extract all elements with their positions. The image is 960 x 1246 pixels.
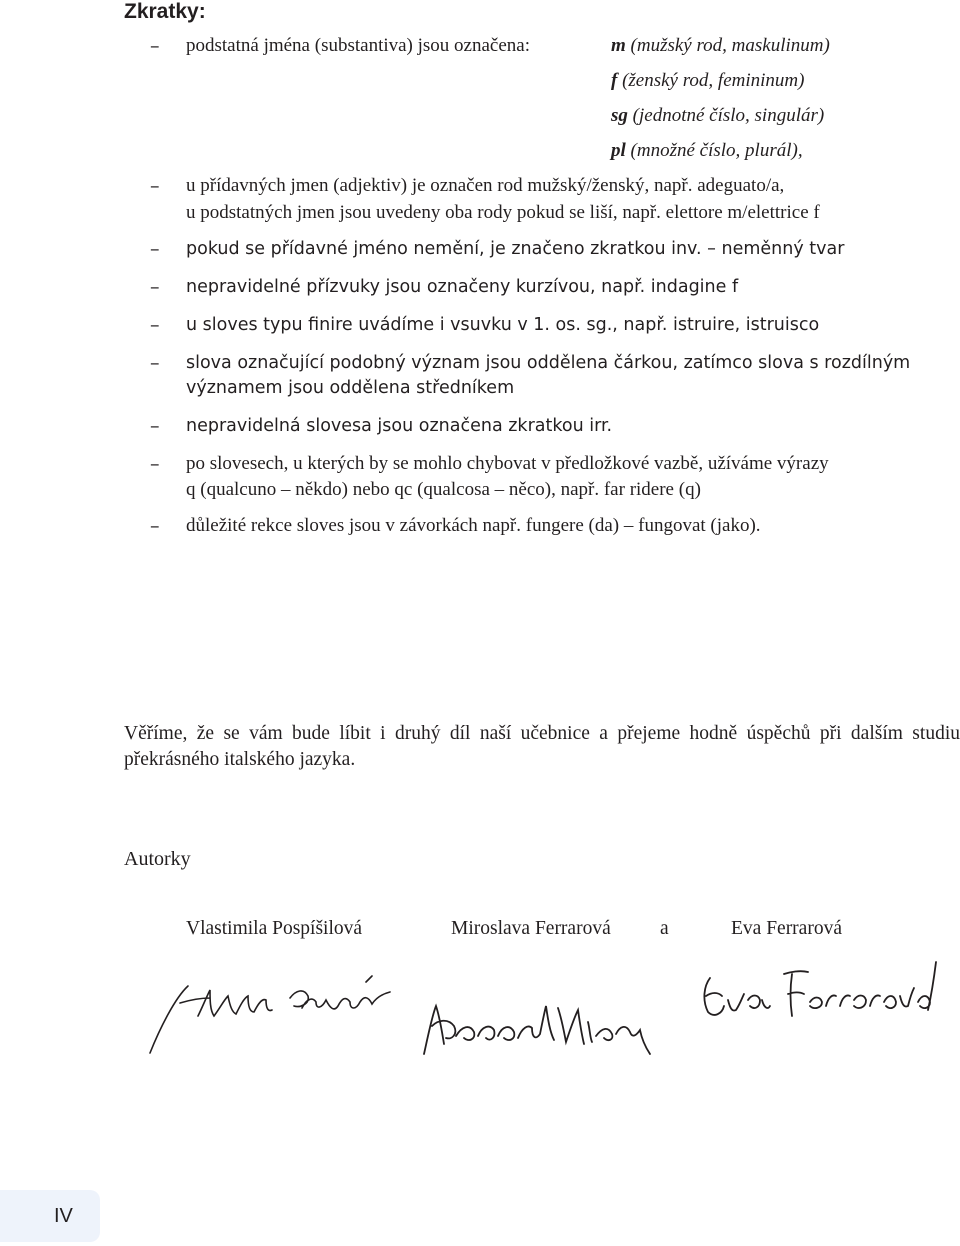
list-dash: –	[150, 238, 160, 260]
page-number-tab	[0, 1190, 100, 1242]
author-name: Eva Ferrarová	[731, 918, 842, 939]
list-dash: –	[150, 276, 160, 298]
list-item: důležité rekce sloves jsou v závorkách např. fungere (da) – fungovat (jako).	[186, 515, 761, 536]
list-item: pokud se přídavné jméno nemění, je značeno zkratkou inv. – neměnný tvar	[186, 239, 845, 259]
page-number: IV	[54, 1205, 73, 1227]
list-dash: –	[150, 35, 160, 57]
list-dash: –	[150, 352, 160, 374]
author-name: Vlastimila Pospíšilová	[186, 918, 363, 939]
list-dash: –	[150, 314, 160, 336]
list-item: nepravidelné přízvuky jsou označeny kurzívou, např. indagine f	[186, 277, 739, 297]
list-dash: –	[150, 175, 160, 197]
abbreviation-pl: pl (množné číslo, plurál),	[611, 140, 803, 161]
list-item-continuation: u podstatných jmen jsou uvedeny oba rody pokud se liší, např. elettore m/elettrice f	[186, 202, 820, 223]
list-item-continuation: významem jsou oddělena středníkem	[186, 378, 515, 398]
list-item: slova označující podobný význam jsou oddělena čárkou, zatímco slova s rozdílným	[186, 353, 911, 373]
closing-paragraph: Věříme, že se vám bude líbit i druhý díl naší učebnice a přejeme hodně úspěchů při dalším studiu překrásného italského jazyka.	[124, 723, 960, 770]
signature-vlastimila	[140, 968, 410, 1058]
list-item: podstatná jména (substantiva) jsou označena:	[186, 35, 531, 56]
list-dash: –	[150, 453, 160, 475]
author-name: Miroslava Ferrarová	[451, 918, 611, 939]
abbreviation-m: m (mužský rod, maskulinum)	[611, 35, 830, 56]
list-item: po slovesech, u kterých by se mohlo chybovat v předložkové vazbě, užíváme výrazy	[186, 453, 829, 474]
signature-miroslava	[418, 996, 668, 1066]
list-dash: –	[150, 515, 160, 537]
list-item: nepravidelná slovesa jsou označena zkratkou irr.	[186, 416, 613, 436]
list-item-continuation: q (qualcuno – někdo) nebo qc (qualcosa – něco), např. far ridere (q)	[186, 479, 701, 500]
list-dash: –	[150, 415, 160, 437]
authors-title: Autorky	[124, 848, 191, 870]
section-heading: Zkratky:	[124, 0, 206, 23]
signature-eva	[696, 956, 946, 1036]
list-item: u sloves typu finire uvádíme i vsuvku v 1. os. sg., např. istruire, istruisco	[186, 315, 820, 335]
abbreviation-f: f (ženský rod, femininum)	[611, 70, 805, 91]
list-item: u přídavných jmen (adjektiv) je označen rod mužský/ženský, např. adeguato/a,	[186, 175, 785, 196]
author-conjunction: a	[660, 918, 669, 939]
abbreviation-sg: sg (jednotné číslo, singulár)	[611, 105, 825, 126]
